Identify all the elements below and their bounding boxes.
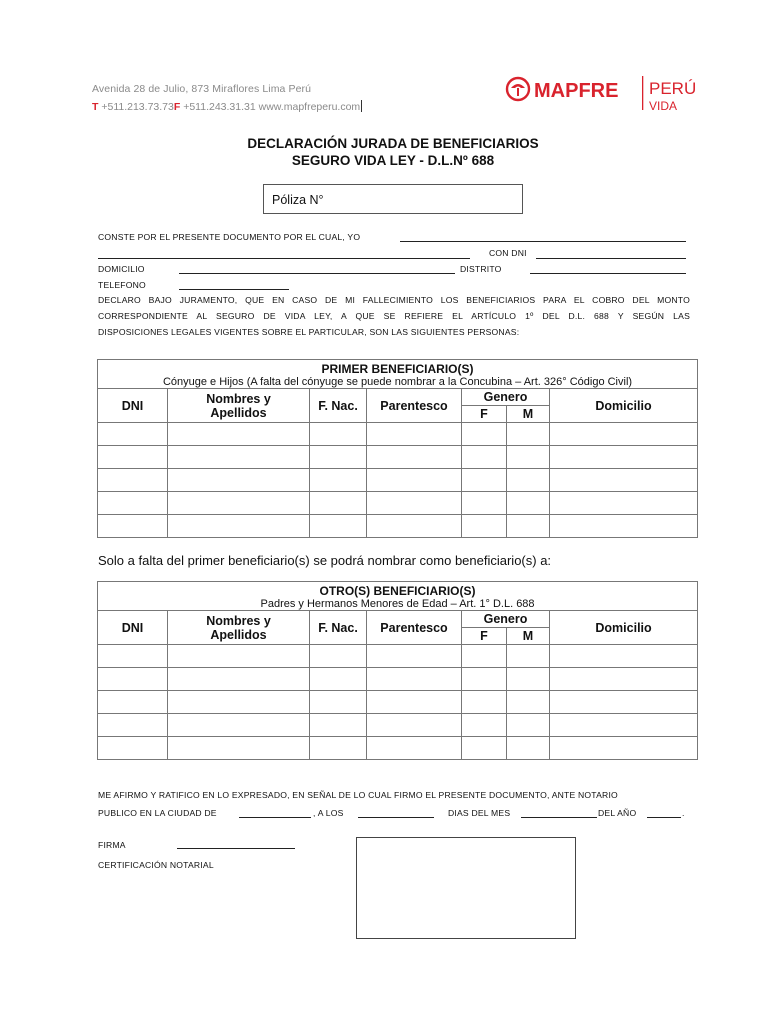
name-line[interactable] <box>400 241 686 242</box>
poliza-label: Póliza N° <box>272 193 324 207</box>
del-anio-label: DEL AÑO <box>598 808 637 818</box>
table-row[interactable] <box>98 714 698 737</box>
col-fnac: F. Nac. <box>310 389 367 423</box>
primer-beneficiario-table <box>97 359 698 538</box>
fax-label: F <box>173 101 181 113</box>
table-row[interactable] <box>98 492 698 515</box>
declaration-line: CORRESPONDIENTE AL SEGURO DE VIDA LEY, A QUE SE REFIERE EL ARTÍCULO 1º DEL D.L. 688 Y SEGÚN LAS <box>98 311 690 321</box>
company-address: Avenida 28 de Julio, 873 Miraflores Lima Perú <box>92 83 312 95</box>
col-f: F <box>462 406 507 423</box>
ciudad-label: PUBLICO EN LA CIUDAD DE <box>98 808 217 818</box>
table1-subtitle: Cónyuge e Hijos (A falta del cónyuge se puede nombrar a la Concubina – Art. 326° Código Civil) <box>98 376 698 389</box>
document-title-line2: SEGURO VIDA LEY - D.L.Nº 688 <box>291 153 495 168</box>
col-nombres <box>168 389 310 423</box>
declaration-line: DECLARO BAJO JURAMENTO, QUE EN CASO DE MI FALLECIMIENTO LOS BENEFICIARIOS PARA EL COBRO DEL MONTO <box>98 295 690 305</box>
distrito-label: DISTRITO <box>460 264 502 274</box>
solo-text: Solo a falta del primer beneficiario(s) se podrá nombrar como beneficiario(s) a: <box>98 553 552 568</box>
closing-line1: ME AFIRMO Y RATIFICO EN LO EXPRESADO, EN SEÑAL DE LO CUAL FIRMO EL PRESENTE DOCUMENTO, ANTE NOTARIO <box>98 790 618 800</box>
closing-period: . <box>682 808 685 818</box>
col-nombres-line2: Apellidos <box>210 406 267 420</box>
otros-beneficiarios-table <box>97 581 698 760</box>
notarial-certification-box[interactable] <box>356 837 576 939</box>
col-parentesco: Parentesco <box>367 611 462 645</box>
firma-line[interactable] <box>177 848 295 849</box>
col-nombres <box>168 611 310 645</box>
telefono-label: TELEFONO <box>98 280 146 290</box>
table-row[interactable] <box>98 645 698 668</box>
col-nombres-line1: Nombres y <box>206 614 271 628</box>
table-row[interactable] <box>98 423 698 446</box>
text-cursor <box>361 100 362 112</box>
col-m: M <box>507 628 550 645</box>
table2-subtitle: Padres y Hermanos Menores de Edad – Art. 1° D.L. 688 <box>98 598 698 611</box>
website-link: www.mapfreperu.com <box>258 101 361 113</box>
firma-label: FIRMA <box>98 840 126 850</box>
table-row[interactable] <box>98 469 698 492</box>
dni-line[interactable] <box>536 258 686 259</box>
logo-line: VIDA <box>649 99 678 113</box>
anio-line[interactable] <box>647 817 681 818</box>
col-domicilio: Domicilio <box>550 611 698 645</box>
fax-number: +511.243.31.31 <box>183 101 256 113</box>
table-row[interactable] <box>98 668 698 691</box>
mapfre-emblem-icon <box>504 72 704 116</box>
poliza-field[interactable] <box>263 184 523 214</box>
col-m: M <box>507 406 550 423</box>
phone-number: +511.213.73.73 <box>101 101 174 113</box>
distrito-line[interactable] <box>530 273 686 274</box>
name-line-continued[interactable] <box>98 258 470 259</box>
col-f: F <box>462 628 507 645</box>
col-nombres-line2: Apellidos <box>210 628 267 642</box>
conste-label: CONSTE POR EL PRESENTE DOCUMENTO POR EL CUAL, YO <box>98 232 361 242</box>
dias-label: DIAS DEL MES <box>448 808 511 818</box>
col-parentesco: Parentesco <box>367 389 462 423</box>
col-nombres-line1: Nombres y <box>206 392 271 406</box>
col-genero: Genero <box>462 611 550 628</box>
a-los-line[interactable] <box>358 817 434 818</box>
document-title-line1: DECLARACIÓN JURADA DE BENEFICIARIOS <box>247 136 539 151</box>
phone-label: T <box>92 101 99 113</box>
col-genero: Genero <box>462 389 550 406</box>
table-row[interactable] <box>98 691 698 714</box>
col-fnac: F. Nac. <box>310 611 367 645</box>
domicilio-line[interactable] <box>179 273 455 274</box>
table1-title: PRIMER BENEFICIARIO(S) <box>98 360 698 377</box>
col-dni: DNI <box>98 611 168 645</box>
table-row[interactable] <box>98 737 698 760</box>
certificacion-label: CERTIFICACIÓN NOTARIAL <box>98 860 214 870</box>
logo-brand: MAPFRE <box>534 80 619 102</box>
table-row[interactable] <box>98 446 698 469</box>
mes-line[interactable] <box>521 817 597 818</box>
a-los-label: , A LOS <box>313 808 344 818</box>
col-domicilio: Domicilio <box>550 389 698 423</box>
ciudad-line[interactable] <box>239 817 311 818</box>
declaration-paragraph <box>98 292 690 340</box>
logo-country: PERÚ <box>649 79 697 98</box>
mapfre-logo <box>504 72 704 116</box>
table-row[interactable] <box>98 515 698 538</box>
domicilio-label: DOMICILIO <box>98 264 145 274</box>
telefono-line[interactable] <box>179 289 289 290</box>
con-dni-label: CON DNI <box>489 248 527 258</box>
declaration-line: DISPOSICIONES LEGALES VIGENTES SOBRE EL PARTICULAR, SON LAS SIGUIENTES PERSONAS: <box>98 327 520 337</box>
table2-title: OTRO(S) BENEFICIARIO(S) <box>98 582 698 599</box>
col-dni: DNI <box>98 389 168 423</box>
company-contact <box>92 100 362 113</box>
